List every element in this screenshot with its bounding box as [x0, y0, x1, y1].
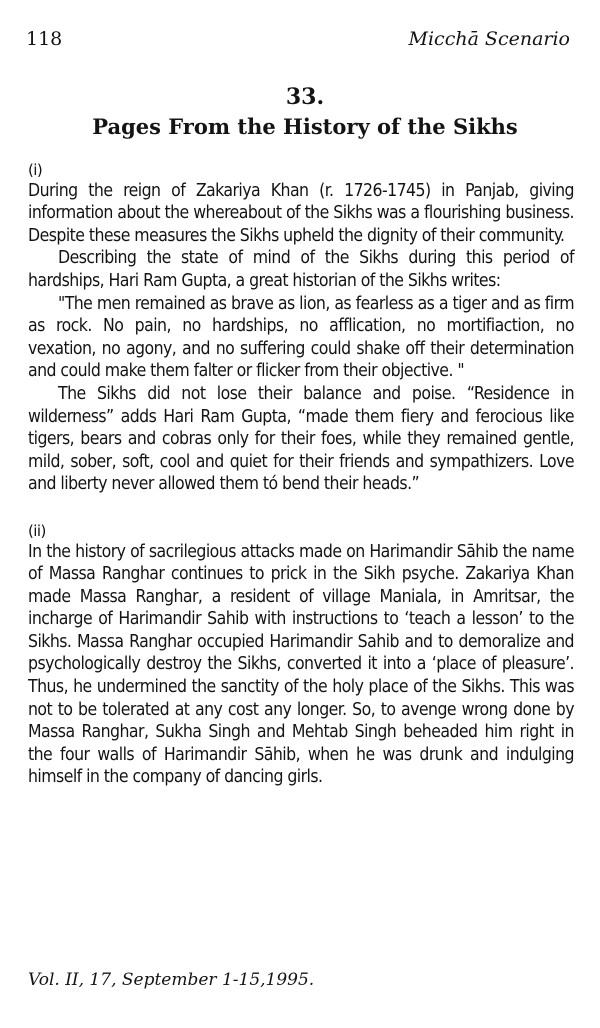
section-label-ii: (ii)	[28, 521, 46, 540]
paragraph: The Sikhs did not lose their balance and poise. “Residence in wilderness” adds Hari Ram Gupta, “made them fiery and ferocious like tigers, bears and cobras only for their foes, while they remained gentle, mild, sober, soft, cool and quiet for their friends and sympathizers. Love and liberty never allowed them tó bend their heads.”	[28, 383, 574, 495]
block-quote: "The men remained as brave as lion, as fearless as a tiger and as firm as rock. No pain, no hardships, no afflication, no mortifiaction, no vexation, no agony, and no suffering could shake off their determination and could make them falter or flicker from their objective. "	[28, 293, 574, 382]
paragraph: Describing the state of mind of the Sikhs during this period of hardships, Hari Ram Gupta, a great historian of the Sikhs writes:	[28, 248, 574, 291]
paragraph: In the history of sacrilegious attacks made on Harimandir Sāhib the name of Massa Ranghar continues to prick in the Sikh psyche. Zakariya Khan made Massa Ranghar, a resident of village Maniala, in Amritsar, the incharge of Harimandir Sahib with instructions to ‘teach a lesson’ to the Sikhs. Massa Ranghar occupied Harimandir Sahib and to demoralize and psychologically destroy the Sikhs, converted it into a ‘place of pleasure’. Thus, he undermined the sanctity of the holy place of the Sikhs. This was not to be tolerated at any cost any longer. So, to avenge wrong done by Massa Ranghar, Sukha Singh and Mehtab Singh beheaded him right in the four walls of Harimandir Sāhib, when he was drunk and indulging himself in the company of dancing girls.	[28, 541, 574, 788]
section-gap	[28, 496, 574, 518]
section-label-i: (i)	[28, 161, 43, 179]
body-text	[28, 157, 574, 789]
paragraph: During the reign of Zakariya Khan (r. 1726-1745) in Panjab, giving information about the whereabout of the Sikhs was a flourishing business. Despite these measures the Sikhs upheld the dignity of their community.	[28, 180, 574, 246]
running-title: Micchā Scenario	[408, 28, 570, 50]
chapter-title: Pages From the History of the Sikhs	[92, 114, 518, 139]
page-number: 118	[26, 28, 63, 50]
chapter-number: 33.	[285, 84, 325, 110]
source-citation: Vol. II, 17, September 1-15,1995.	[28, 970, 315, 990]
